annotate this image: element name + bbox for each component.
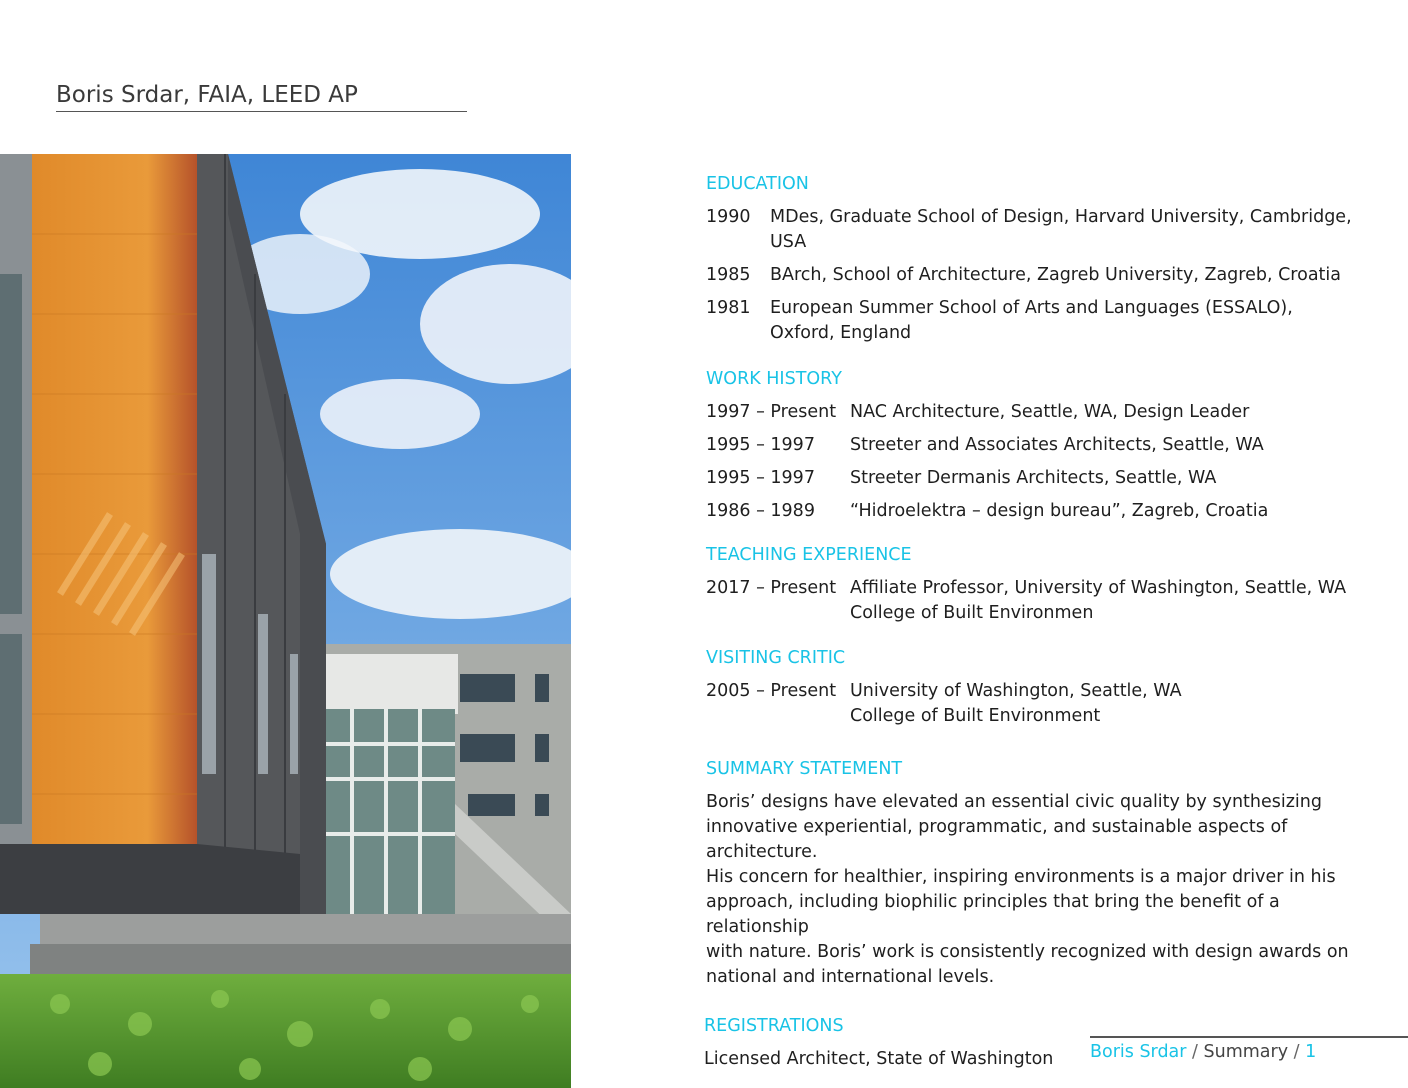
- footer-divider: [1090, 1036, 1408, 1038]
- education-item: [706, 296, 1386, 346]
- education-text: MDes, Graduate School of Design, Harvard University, Cambridge, USA: [770, 207, 1352, 252]
- education-item: [706, 205, 1386, 255]
- work-text: Streeter and Associates Architects, Seattle, WA: [850, 435, 1264, 455]
- teaching-item: [706, 576, 1386, 626]
- work-history-item: [706, 400, 1386, 425]
- visiting-critic-section: [706, 646, 1386, 729]
- summary-line: Boris’ designs have elevated an essential civic quality by synthesizing: [706, 792, 1322, 812]
- summary-line: innovative experiential, programmatic, and sustainable aspects of architecture.: [706, 817, 1288, 862]
- work-years: 1995 – 1997: [706, 468, 815, 488]
- footer-page-number: 1: [1305, 1042, 1317, 1062]
- resume-content: [706, 172, 1386, 1072]
- building-photo: [0, 154, 571, 1088]
- education-text: BArch, School of Architecture, Zagreb University, Zagreb, Croatia: [770, 265, 1341, 285]
- work-history-item: [706, 466, 1386, 491]
- teaching-section: [706, 543, 1386, 626]
- summary-heading: SUMMARY STATEMENT: [706, 759, 903, 779]
- education-line: European Summer School of Arts and Languages (ESSALO),: [770, 298, 1293, 318]
- teaching-heading: TEACHING EXPERIENCE: [706, 545, 912, 565]
- summary-line: approach, including biophilic principles that bring the benefit of a relationship: [706, 892, 1280, 937]
- work-history-heading: WORK HISTORY: [706, 369, 842, 389]
- work-history-section: [706, 367, 1386, 524]
- education-section: [706, 172, 1386, 346]
- education-year: 1981: [706, 298, 751, 318]
- work-text: “Hidroelektra – design bureau”, Zagreb, Croatia: [850, 501, 1269, 521]
- work-years: 1995 – 1997: [706, 435, 815, 455]
- summary-line: national and international levels.: [706, 967, 995, 987]
- visiting-years: 2005 – Present: [706, 681, 837, 701]
- footer-separator: /: [1288, 1042, 1306, 1062]
- education-year: 1990: [706, 207, 751, 227]
- work-years: 1997 – Present: [706, 402, 837, 422]
- summary-section: [706, 757, 1386, 990]
- visiting-critic-item: [706, 679, 1386, 729]
- visiting-line: College of Built Environment: [850, 706, 1101, 726]
- summary-line: His concern for healthier, inspiring environments is a major driver in his: [706, 867, 1336, 887]
- summary-paragraph: [706, 790, 1386, 990]
- work-history-item: [706, 433, 1386, 458]
- registrations-heading: REGISTRATIONS: [704, 1016, 844, 1036]
- teaching-text: [850, 576, 1386, 626]
- work-years: 1986 – 1989: [706, 501, 815, 521]
- education-heading: EDUCATION: [706, 174, 809, 194]
- teaching-line: Affiliate Professor, University of Washington, Seattle, WA: [850, 578, 1347, 598]
- teaching-years: 2017 – Present: [706, 578, 837, 598]
- registrations-text: Licensed Architect, State of Washington: [704, 1049, 1054, 1069]
- work-history-item: [706, 499, 1386, 524]
- education-year: 1985: [706, 265, 751, 285]
- page-footer: [1090, 1042, 1316, 1062]
- summary-line: with nature. Boris’ work is consistently recognized with design awards on: [706, 942, 1349, 962]
- visiting-line: University of Washington, Seattle, WA: [850, 681, 1182, 701]
- visiting-text: [850, 679, 1386, 729]
- work-text: Streeter Dermanis Architects, Seattle, WA: [850, 468, 1217, 488]
- visiting-critic-heading: VISITING CRITIC: [706, 648, 846, 668]
- footer-separator: /: [1186, 1042, 1204, 1062]
- education-item: [706, 263, 1386, 288]
- education-text: [770, 296, 1386, 346]
- page-title: Boris Srdar, FAIA, LEED AP: [56, 82, 467, 112]
- footer-section: Summary: [1203, 1042, 1289, 1062]
- teaching-line: College of Built Environmen: [850, 603, 1094, 623]
- work-text: NAC Architecture, Seattle, WA, Design Leader: [850, 402, 1250, 422]
- footer-name: Boris Srdar: [1090, 1042, 1187, 1062]
- education-line: Oxford, England: [770, 323, 912, 343]
